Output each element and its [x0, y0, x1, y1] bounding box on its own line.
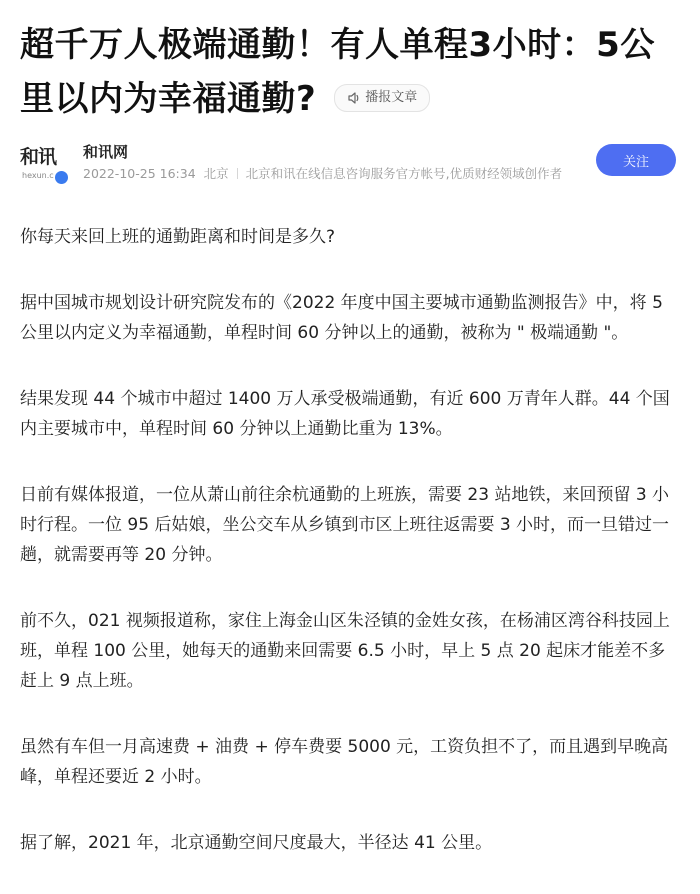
article-paragraph: 结果发现 44 个城市中超过 1400 万人承受极端通勤，有近 600 万青年人群。44 个国内主要城市中，单程时间 60 分钟以上通勤比重为 13%。 [20, 389, 670, 439]
article-paragraph: 你每天来回上班的通勤距离和时间是多久? [20, 227, 336, 247]
article-paragraph: 日前有媒体报道，一位从萧山前往余杭通勤的上班族，需要 23 站地铁，来回预留 3 小时行程。一位 95 后姑娘，坐公交车从乡镇到市区上班往返需要 3 小时，而一旦错过一趟，就需要再等 20 分钟。 [20, 485, 670, 565]
article-title-text: 超千万人极端通勤！有人单程3小时：5公里以内为幸福通勤? [20, 25, 655, 119]
author-logo-sub: hexun.c [22, 171, 54, 180]
speaker-icon [347, 91, 361, 105]
author-logo-text: 和讯 [20, 146, 57, 168]
article-title [20, 18, 685, 126]
title-area [20, 18, 685, 126]
article-body [20, 222, 680, 894]
article-paragraph: 前不久，021 视频报道称，家住上海金山区朱泾镇的金姓女孩，在杨浦区湾谷科技园上班，单程 100 公里，她每天的通勤来回需要 6.5 小时，早上 5 点 20 起床才能差不多赶上 9 点上班。 [20, 611, 670, 691]
follow-button[interactable]: 关注 [596, 144, 676, 176]
author-description: 北京和讯在线信息咨询服务官方帐号,优质财经领域创作者 [245, 166, 563, 181]
publish-date: 2022-10-25 16:34 [83, 166, 196, 181]
author-avatar[interactable] [20, 142, 66, 188]
meta-divider [237, 168, 238, 179]
article-paragraph: 虽然有车但一月高速费 + 油费 + 停车费要 5000 元，工资负担不了，而且遇到早晚高峰，单程还要近 2 小时。 [20, 737, 669, 787]
article-paragraph: 据中国城市规划设计研究院发布的《2022 年度中国主要城市通勤监测报告》中，将 5 公里以内定义为幸福通勤，单程时间 60 分钟以上的通勤，被称为 " 极端通勤 "。 [20, 293, 663, 343]
listen-article-label: 播报文章 [365, 89, 418, 105]
listen-article-button[interactable] [334, 84, 430, 112]
author-name[interactable]: 和讯网 [83, 143, 129, 161]
verified-icon [54, 170, 69, 185]
article-meta [83, 164, 570, 182]
article-paragraph: 据了解，2021 年，北京通勤空间尺度最大，半径达 41 公里。 [20, 833, 493, 853]
publish-location: 北京 [203, 166, 229, 181]
author-bar [20, 140, 680, 192]
